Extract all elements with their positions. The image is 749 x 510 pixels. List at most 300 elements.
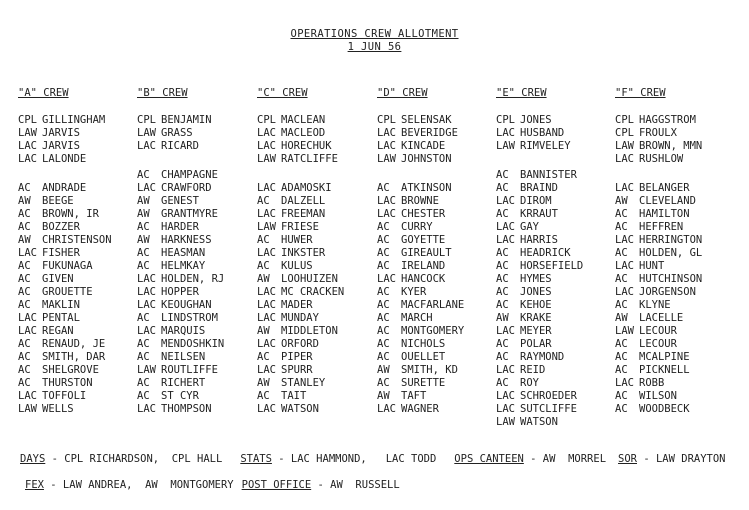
member-name: JONES [520,114,552,126]
member-name: FUKUNAGA [42,260,93,272]
member-name: BANNISTER [520,169,577,181]
crew-member-row [257,403,385,416]
crew-member-row [496,114,624,127]
member-name: ST CYR [161,390,199,402]
crew-members [615,182,743,416]
crew-header: "D" CREW [377,87,428,99]
crew-member-row [496,286,624,299]
crew-member-row [137,260,265,273]
crew-member-row [18,325,146,338]
crew-member-row [377,260,505,273]
crew-member-row [615,153,743,166]
crew-member-row [18,221,146,234]
member-name: PIPER [281,351,313,363]
crew-member-row [257,286,385,299]
rank: AW [137,234,150,246]
rank: AC [377,247,390,259]
crew-member-row [496,234,624,247]
rank: LAC [137,140,156,152]
member-name: FISHER [42,247,80,259]
crew-member-row [377,114,505,127]
crew-member-row [496,364,624,377]
post-office-text: - AW RUSSELL [311,479,400,491]
footer-line-2 [25,479,400,491]
rank: AC [615,364,628,376]
rank: AC [257,260,270,272]
member-name: POLAR [520,338,552,350]
member-name: MIDDLETON [281,325,338,337]
rank: LAC [137,286,156,298]
member-name: RAYMOND [520,351,565,363]
crew-members [377,182,505,416]
crew-column [137,86,265,416]
crew-member-row [615,208,743,221]
days-text: - CPL RICHARDSON, CPL HALL [45,453,223,465]
member-name: RATCLIFFE [281,153,338,165]
rank: AC [377,182,390,194]
crew-member-row [137,195,265,208]
rank: LAC [615,286,634,298]
rank: AC [615,221,628,233]
member-name: CRAWFORD [161,182,212,194]
rank: AC [377,325,390,337]
member-name: GIVEN [42,273,74,285]
crew-member-row [615,390,743,403]
crew-member-row [377,351,505,364]
member-name: JARVIS [42,140,80,152]
crew-member-row [377,377,505,390]
rank: AC [18,286,31,298]
rank: LAC [496,325,515,337]
member-name: FREEMAN [281,208,326,220]
crew-members [18,182,146,416]
rank: LAC [615,260,634,272]
member-name: HOLDEN, RJ [161,273,225,285]
crew-member-row [496,351,624,364]
rank: AC [615,247,628,259]
crew-member-row [257,364,385,377]
crew-member-row [257,273,385,286]
member-name: BROWNE [401,195,439,207]
member-name: SMITH, DAR [42,351,106,363]
crew-member-row [615,312,743,325]
rank: AC [137,169,150,181]
rank: LAC [615,182,634,194]
rank: AC [496,182,509,194]
crew-member-row [615,273,743,286]
member-name: KEOUGHAN [161,299,212,311]
rank: LAC [496,390,515,402]
crew-member-row [18,377,146,390]
member-name: HEFFREN [639,221,684,233]
rank: LAC [137,325,156,337]
member-name: HORSEFIELD [520,260,584,272]
rank: LAC [377,140,396,152]
member-name: WILSON [639,390,677,402]
crew-member-row [615,221,743,234]
member-name: ORFORD [281,338,319,350]
crew-member-row [496,127,624,140]
member-name: ROBB [639,377,665,389]
crew-member-row [377,247,505,260]
crew-member-row [496,260,624,273]
member-name: HARRIS [520,234,558,246]
rank: LAC [615,234,634,246]
crew-member-row [137,169,265,182]
crew-member-row [257,234,385,247]
member-name: HAMILTON [639,208,690,220]
crew-member-row [137,140,265,153]
rank: AC [615,351,628,363]
member-name: MEYER [520,325,552,337]
crew-member-row [18,312,146,325]
crew-member-row [18,153,146,166]
rank: LAW [496,140,515,152]
rank: LAC [257,299,276,311]
member-name: JONES [520,286,552,298]
rank: LAC [18,312,37,324]
rank: AC [18,338,31,350]
crew-member-row [18,338,146,351]
crew-member-row [18,299,146,312]
member-name: HARDER [161,221,199,233]
member-name: RIMVELEY [520,140,571,152]
rank: LAC [615,153,634,165]
crew-member-row [496,169,624,182]
crew-leaders [377,114,505,166]
member-name: JOHNSTON [401,153,452,165]
member-name: SURETTE [401,377,446,389]
crew-member-row [615,234,743,247]
crew-column [615,86,743,416]
document-title [0,28,749,40]
crew-member-row [137,182,265,195]
crew-member-row [137,390,265,403]
member-name: WELLS [42,403,74,415]
crew-leaders [257,114,385,166]
member-name: HORECHUK [281,140,332,152]
days-label: DAYS [20,453,46,465]
crew-member-row [18,182,146,195]
member-name: CLEVELAND [639,195,696,207]
crew-member-row [137,208,265,221]
member-name: ADAMOSKI [281,182,332,194]
member-name: PENTAL [42,312,80,324]
crew-member-row [18,390,146,403]
crew-member-row [257,260,385,273]
canteen-text: - AW MORREL [523,453,607,465]
rank: LAC [377,273,396,285]
member-name: SMITH, KD [401,364,458,376]
rank: AC [496,338,509,350]
member-name: LALONDE [42,153,87,165]
rank: LAW [377,153,396,165]
member-name: KEHOE [520,299,552,311]
crew-member-row [377,325,505,338]
rank: CPL [615,114,634,126]
title-line-1: OPERATIONS CREW ALLOTMENT [290,28,459,40]
crew-member-row [257,338,385,351]
rank: AC [496,299,509,311]
rank: AC [377,286,390,298]
member-name: KULUS [281,260,313,272]
crew-member-row [496,325,624,338]
crew-member-row [18,403,146,416]
crew-member-row [496,182,624,195]
crew-member-row [137,234,265,247]
rank: CPL [496,114,515,126]
crew-member-row [18,273,146,286]
crew-member-row [257,351,385,364]
crew-member-row [496,195,624,208]
member-name: LACELLE [639,312,684,324]
rank: LAC [377,403,396,415]
member-name: MADER [281,299,313,311]
crew-member-row [615,114,743,127]
sor-label: SOR [618,453,637,465]
crew-member-row [496,377,624,390]
member-name: HEASMAN [161,247,206,259]
crew-member-row [615,182,743,195]
rank: AC [496,247,509,259]
member-name: KRAKE [520,312,552,324]
rank: AC [137,247,150,259]
member-name: ROY [520,377,539,389]
rank: AC [377,260,390,272]
member-name: GRASS [161,127,193,139]
member-name: SELENSAK [401,114,452,126]
crew-member-row [137,286,265,299]
member-name: BRAIND [520,182,558,194]
member-name: HARKNESS [161,234,212,246]
rank: AW [18,234,31,246]
rank: LAW [615,140,634,152]
member-name: SPURR [281,364,313,376]
crew-member-row [615,325,743,338]
crew-member-row [377,403,505,416]
rank: AW [257,273,270,285]
member-name: SCHROEDER [520,390,577,402]
member-name: TOFFOLI [42,390,87,402]
member-name: JORGENSON [639,286,696,298]
member-name: WATSON [520,416,558,428]
member-name: NICHOLS [401,338,446,350]
member-name: RICHERT [161,377,206,389]
member-name: FROULX [639,127,677,139]
rank: AC [496,208,509,220]
crew-members [257,182,385,416]
rank: AC [18,182,31,194]
rank: LAC [257,127,276,139]
crew-leaders [137,114,265,153]
member-name: HUSBAND [520,127,565,139]
crew-member-row [615,377,743,390]
crew-member-row [18,195,146,208]
rank: AW [257,377,270,389]
crew-member-row [137,247,265,260]
crew-member-row [377,221,505,234]
crew-member-row [257,299,385,312]
member-name: MUNDAY [281,312,319,324]
crew-member-row [377,312,505,325]
rank: AC [18,208,31,220]
crew-member-row [257,114,385,127]
rank: LAW [137,364,156,376]
member-name: SHELGROVE [42,364,99,376]
member-name: HERRINGTON [639,234,703,246]
crew-member-row [377,390,505,403]
rank: LAW [257,221,276,233]
crew-member-row [18,140,146,153]
crew-member-row [377,286,505,299]
member-name: DIROM [520,195,552,207]
crew-member-row [615,195,743,208]
crew-member-row [257,312,385,325]
crew-member-row [137,403,265,416]
member-name: ANDRADE [42,182,87,194]
crew-leaders [18,114,146,166]
rank: LAC [377,195,396,207]
rank: AC [496,169,509,181]
rank: AW [137,195,150,207]
crew-member-row [137,338,265,351]
crew-header: "C" CREW [257,87,308,99]
crew-member-row [377,208,505,221]
rank: LAC [18,140,37,152]
member-name: MACFARLANE [401,299,465,311]
rank: AC [257,390,270,402]
rank: AC [18,299,31,311]
member-name: BROWN, MMN [639,140,703,152]
rank: CPL [615,127,634,139]
member-name: LINDSTROM [161,312,218,324]
crew-member-row [137,351,265,364]
crew-member-row [377,338,505,351]
crew-member-row [18,260,146,273]
rank: LAW [257,153,276,165]
crew-column [496,86,624,429]
member-name: THOMPSON [161,403,212,415]
member-name: CHESTER [401,208,446,220]
rank: AC [615,299,628,311]
member-name: LECOUR [639,338,677,350]
crew-member-row [496,403,624,416]
rank: AC [137,390,150,402]
rank: LAC [377,208,396,220]
rank: LAC [496,221,515,233]
rank: AC [137,351,150,363]
member-name: GAY [520,221,539,233]
rank: LAC [496,195,515,207]
rank: AW [377,364,390,376]
member-name: BEVERIDGE [401,127,458,139]
crew-member-row [496,273,624,286]
rank: AC [137,338,150,350]
title-line-2: 1 JUN 56 [347,41,402,53]
rank: AC [615,208,628,220]
member-name: HAGGSTROM [639,114,696,126]
crew-member-row [615,127,743,140]
rank: LAW [496,416,515,428]
member-name: PICKNELL [639,364,690,376]
crew-member-row [257,377,385,390]
crew-member-row [496,416,624,429]
rank: LAW [18,403,37,415]
crew-leaders [615,114,743,166]
crew-member-row [377,234,505,247]
member-name: THURSTON [42,377,93,389]
rank: AC [496,351,509,363]
crew-member-row [257,390,385,403]
rank: AC [615,273,628,285]
crew-member-row [615,286,743,299]
crew-member-row [496,140,624,153]
rank: LAC [257,403,276,415]
member-name: HANCOCK [401,273,446,285]
crew-member-row [18,247,146,260]
crew-member-row [377,299,505,312]
crew-member-row [377,195,505,208]
rank: LAC [496,234,515,246]
fex-text: - LAW ANDREA, AW MONTGOMERY [43,479,234,491]
rank: AC [615,390,628,402]
sor-text: - LAW DRAYTON [637,453,726,465]
member-name: MONTGOMERY [401,325,465,337]
crew-member-row [137,377,265,390]
crew-member-row [496,299,624,312]
crew-member-row [137,114,265,127]
rank: AC [18,260,31,272]
member-name: JARVIS [42,127,80,139]
rank: LAC [377,127,396,139]
rank: LAC [496,364,515,376]
member-name: HUTCHINSON [639,273,703,285]
crew-header: "B" CREW [137,87,188,99]
rank: LAC [615,377,634,389]
crew-member-row [496,221,624,234]
rank: AC [615,338,628,350]
crew-member-row [257,153,385,166]
member-name: GOYETTE [401,234,446,246]
member-name: BELANGER [639,182,690,194]
crew-member-row [377,273,505,286]
stats-label: STATS [240,453,272,465]
member-name: GRANTMYRE [161,208,218,220]
crew-column [377,86,505,416]
crew-column [18,86,146,416]
crew-header: "E" CREW [496,87,547,99]
crew-members [137,169,265,416]
post-office-label: POST OFFICE [241,479,312,491]
member-name: KLYNE [639,299,671,311]
crew-member-row [18,234,146,247]
rank: AC [496,286,509,298]
member-name: GENEST [161,195,199,207]
crew-member-row [18,208,146,221]
rank: LAC [18,153,37,165]
crew-member-row [615,140,743,153]
canteen-label: OPS CANTEEN [454,453,524,465]
rank: LAC [496,403,515,415]
member-name: ATKINSON [401,182,452,194]
crew-member-row [377,364,505,377]
rank: LAC [257,182,276,194]
member-name: HEADRICK [520,247,571,259]
crew-member-row [377,140,505,153]
crew-column [257,86,385,416]
crew-member-row [137,364,265,377]
member-name: MACLEOD [281,127,326,139]
